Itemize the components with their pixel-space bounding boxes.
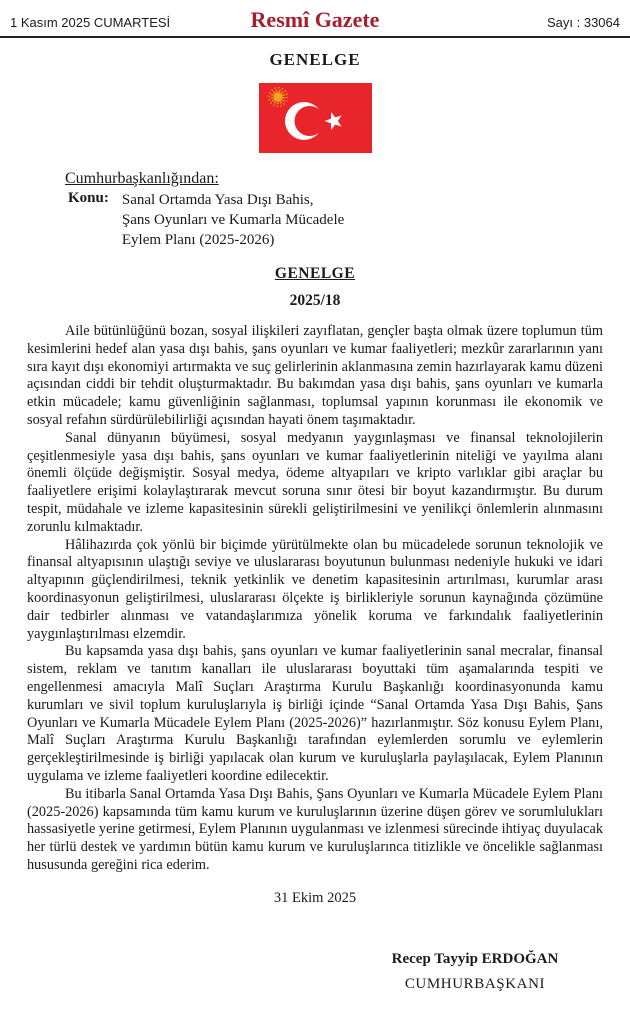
signature-block: [335, 951, 615, 993]
document-type-heading: GENELGE: [269, 50, 361, 69]
gazette-issue-number: Sayı : 33064: [547, 15, 620, 30]
paragraph: Bu itibarla Sanal Ortamda Yasa Dışı Bahis, Şans Oyunları ve Kumarla Mücadele Eylem Planı (2025-2026) kapsamında tüm kamu kurum ve kuruluşlarının üzerine düşen görev ve sorumlulukları hassasiyetle yerine getirmesi, Eylem Planının uygulanması ve izlenmesi sürecinde ihtiyaç duyulacak her türlü destek ve yardımın bütün kamu kurum ve kuruluşlarınca titizlikle ve öncelikle sağlanması hususunda gereğini rica ederim.: [27, 785, 603, 873]
masthead: [0, 0, 630, 38]
paragraph: Aile bütünlüğünü bozan, sosyal ilişkileri zayıflatan, gençler başta olmak üzere toplumun tüm kesimlerini hedef alan yasa dışı bahis, şans oyunları ve kumar faaliyetleri; mezkûr zararlarının yanı sıra kayıt dışı ekonomiyi artırmakta ve suç gelirlerinin aklanmasına zemin hazırlayarak kamu düzeni açısından ciddi bir tehdit oluşturmaktadır. Bu bakımdan yasa dışı bahis, şans oyunları ve kumarla etkin mücadele; kamu güvenliğinin sağlanması, toplumsal yapının korunması ile ekonomik ve sosyal refahın sürdürülebilirliği açısından hayati önem taşımaktadır.: [27, 323, 603, 428]
document-date: 31 Ekim 2025: [273, 889, 357, 906]
circular-heading-text: GENELGE: [274, 265, 356, 282]
subject-line: Şans Oyunları ve Kumarla Mücadele: [121, 212, 345, 228]
issuing-authority: Cumhurbaşkanlığından:: [65, 170, 219, 187]
sun-emblem-core: [273, 92, 282, 101]
gazette-title: Resmî Gazete: [250, 7, 380, 32]
gazette-date: 1 Kasım 2025 CUMARTESİ: [10, 15, 171, 30]
paragraph: Sanal dünyanın büyümesi, sosyal medyanın yaygınlaşması ve finansal teknolojilerin çeşitlenmesiyle yasa dışı bahis, şans oyunları ve kumar faaliyetlerinin niteliği ve yayılma alanı önemli ölçüde değişmiştir. Sosyal medya, ödeme altyapıları ve kripto varlıklar gibi araçlar bu faaliyetlere erişimi kolaylaştırarak mevcut soruna sınır ötesi bir boyut kazandırmıştır. Bu durum tespit, müdahale ve izleme kapasitesinin sürekli geliştirilmesini ve yenilikçi önlemlerin alınmasını zorunlu kılmaktadır.: [27, 429, 603, 535]
signatory-name: Recep Tayyip ERDOĞAN: [391, 950, 559, 967]
subject-text: [122, 190, 344, 250]
crescent-inner-mask: [294, 106, 324, 136]
flag-container: [0, 83, 630, 153]
paragraph: Hâlihazırda çok yönlü bir biçimde yürütülmekte olan bu mücadelede sorunun teknolojik ve finansal altyapısının ulaştığı seviye ve uluslararası boyutunun bulunması nedeniyle hukuki ve idari altyapının güçlendirilmesi, teknik yetkinlik ve denetim kapasitesinin artırılması, kurumlar arası koordinasyonun geliştirilmesi, uluslararası ölçekte iş birlikleriyle sorunun kaynağında çözümüne dair tedbirler alınması ve vatandaşlarımıza yönelik koruma ve farkındalık faaliyetlerinin yaygınlaştırılması elzemdir.: [27, 536, 603, 642]
subject-block: [68, 190, 630, 250]
signatory-title: CUMHURBAŞKANI: [404, 975, 546, 992]
circular-number: 2025/18: [289, 292, 341, 309]
turkish-presidential-flag-icon: [259, 83, 372, 153]
document-body: [27, 323, 603, 875]
subject-line: Eylem Planı (2025-2026): [121, 232, 275, 248]
subject-label: Konu:: [68, 190, 109, 206]
paragraph: Bu kapsamda yasa dışı bahis, şans oyunları ve kumar faaliyetlerinin sanal mecralar, finansal sistem, reklam ve tanıtım kanalları ile uluslararası boyuttaki tüm aşamalarında tespiti ve engellenmesi amacıyla Malî Suçları Araştırma Kurulu Başkanlığı koordinasyonunda kamu kurumları ve sivil toplum kuruluşlarıyla iş birliği içinde “Sanal Ortamda Yasa Dışı Bahis, Şans Oyunları ve Kumarla Mücadele Eylem Planı (2025-2026)” hazırlanmıştır. Söz konusu Eylem Planı, Malî Suçları Araştırma Kurulu Başkanlığı tarafından eylemlerden sorumlu ve eylemlerin gerçekleştirilmesinde iş birliği yapılacak olan kurum ve kuruluşlarla paylaşılacak, Eylem Planının uygulama ve izleme faaliyetleri koordine edilecektir.: [27, 643, 603, 784]
circular-heading: [0, 265, 630, 283]
subject-line: Sanal Ortamda Yasa Dışı Bahis,: [121, 192, 314, 208]
